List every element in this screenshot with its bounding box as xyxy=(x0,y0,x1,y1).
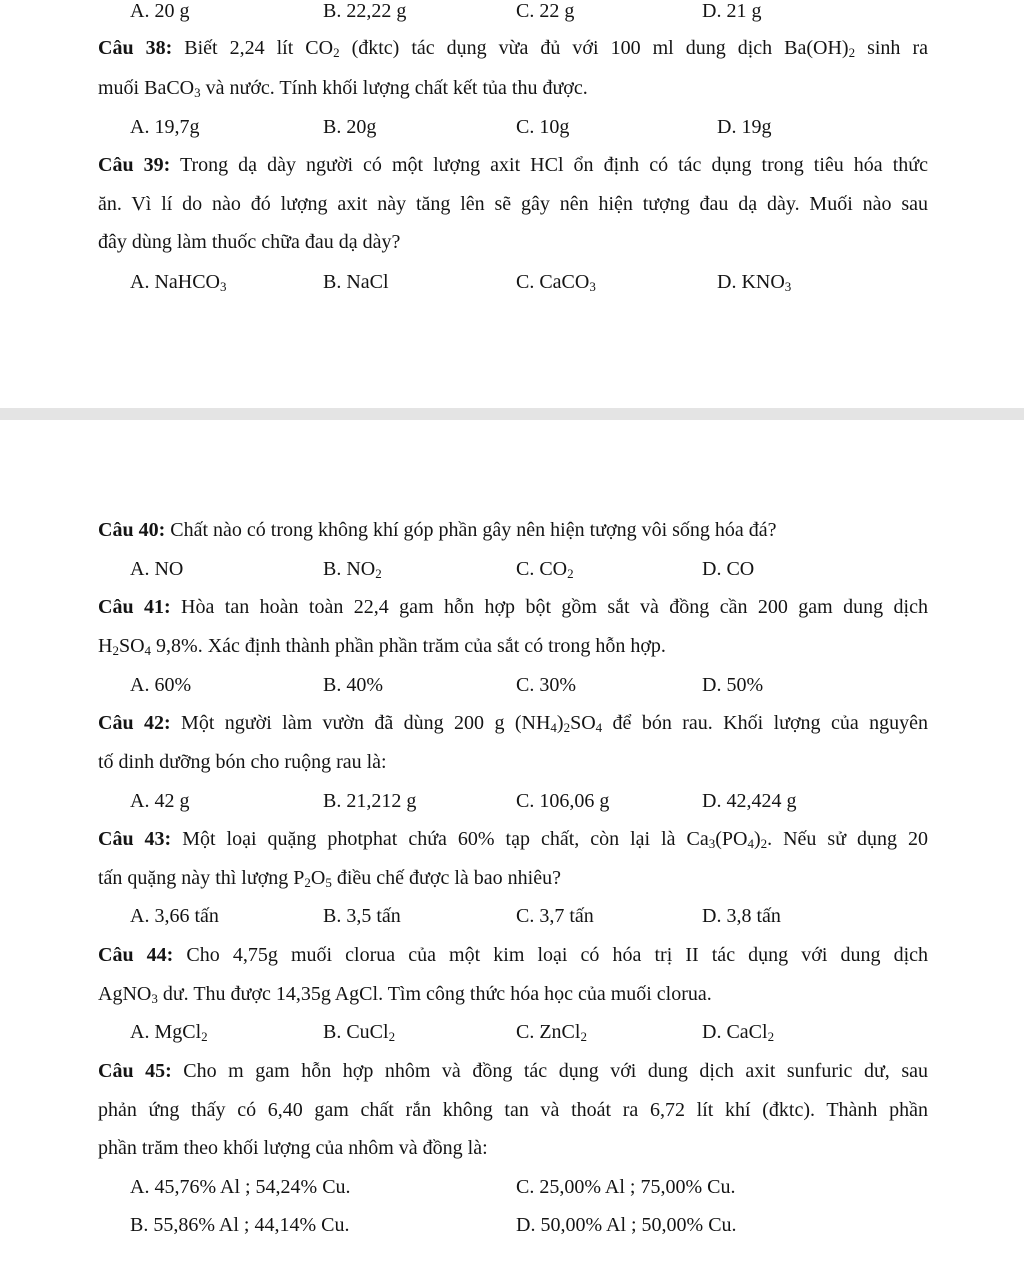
q45-option-c: C. 25,00% Al ; 75,00% Cu. xyxy=(516,1176,736,1198)
q39-option-c xyxy=(516,271,596,294)
sub: 2 xyxy=(304,875,311,890)
q42-line-1 xyxy=(98,712,928,735)
q38-label: Câu 38: xyxy=(98,37,173,59)
q43-text: . Nếu sử dụng 20 xyxy=(767,828,928,850)
q38-line-1 xyxy=(98,37,928,60)
q44-text: AgNO xyxy=(98,983,152,1005)
q42-option-c: C. 106,06 g xyxy=(516,790,610,812)
sub: 2 xyxy=(375,566,382,581)
q44-option-a xyxy=(130,1021,208,1044)
sub: 4 xyxy=(550,720,557,735)
q40-option-b-text: B. NO xyxy=(323,558,376,580)
sub: 2 xyxy=(112,643,119,658)
q37-option-d: D. 21 g xyxy=(702,0,762,22)
q41-option-a: A. 60% xyxy=(130,674,192,696)
q43-text: (PO xyxy=(715,828,748,850)
q37-option-c: C. 22 g xyxy=(516,0,575,22)
q38-option-c: C. 10g xyxy=(516,116,570,138)
q45-label: Câu 45: xyxy=(98,1060,172,1082)
sub: 4 xyxy=(747,836,754,851)
q41-line-1 xyxy=(98,596,928,619)
sub: 3 xyxy=(220,279,227,294)
q41-text: H xyxy=(98,635,113,657)
q38-text: (đktc) tác dụng vừa đủ với 100 ml dung dịch Ba(OH) xyxy=(339,37,849,59)
q39-text: ăn. Vì lí do nào đó lượng axit này tăng lên sẽ gây nên hiện tượng đau dạ dày. Muối nào sau xyxy=(98,193,928,215)
q45-option-a: A. 45,76% Al ; 54,24% Cu. xyxy=(130,1176,351,1198)
q43-label: Câu 43: xyxy=(98,828,172,850)
q39-label: Câu 39: xyxy=(98,154,171,176)
q41-text: Hòa tan hoàn toàn 22,4 gam hỗn hợp bột gồm sắt và đồng cần 200 gam dung dịch xyxy=(170,596,928,618)
q38-option-b: B. 20g xyxy=(323,116,377,138)
q42-option-d: D. 42,424 g xyxy=(702,790,797,812)
q44-option-d xyxy=(702,1021,774,1044)
q42-text: Một người làm vườn đã dùng 200 g (NH xyxy=(170,712,551,734)
q43-text: tấn quặng này thì lượng P xyxy=(98,867,305,889)
q38-text: sinh ra xyxy=(855,37,928,59)
q37-option-a: A. 20 g xyxy=(130,0,190,22)
q38-line-2 xyxy=(98,77,928,100)
q41-option-b: B. 40% xyxy=(323,674,383,696)
q39-option-a-text: A. NaHCO xyxy=(130,271,220,293)
q43-text: Một loại quặng photphat chứa 60% tạp chất, còn lại là Ca xyxy=(171,828,709,850)
q43-line-1 xyxy=(98,828,928,851)
q44-line-1 xyxy=(98,944,928,967)
q40-option-c-text: C. CO xyxy=(516,558,568,580)
q38-option-d: D. 19g xyxy=(717,116,772,138)
sub: 4 xyxy=(144,643,152,658)
q45-option-d: D. 50,00% Al ; 50,00% Cu. xyxy=(516,1214,737,1236)
sub: 2 xyxy=(567,566,574,581)
page-divider xyxy=(0,408,1024,420)
q39-option-d-text: D. KNO xyxy=(717,271,785,293)
sub: 2 xyxy=(580,1029,587,1044)
q43-option-b: B. 3,5 tấn xyxy=(323,905,401,927)
q44-option-a-text: A. MgCl xyxy=(130,1021,202,1043)
q44-option-b-text: B. CuCl xyxy=(323,1021,389,1043)
q41-option-d: D. 50% xyxy=(702,674,764,696)
q40-label: Câu 40: xyxy=(98,519,166,541)
q42-text: tố dinh dưỡng bón cho ruộng rau là: xyxy=(98,751,387,773)
q45-line-3 xyxy=(98,1137,928,1160)
q39-line-3 xyxy=(98,231,928,254)
q39-line-1 xyxy=(98,154,928,177)
sub: 2 xyxy=(388,1029,396,1044)
q38-text: Biết 2,24 lít CO xyxy=(172,37,334,59)
q45-line-2 xyxy=(98,1099,928,1122)
sub: 2 xyxy=(767,1029,775,1044)
q40-text: Chất nào có trong không khí góp phần gây nên hiện tượng vôi sống hóa đá? xyxy=(165,519,777,541)
q45-text: phần trăm theo khối lượng của nhôm và đồng là: xyxy=(98,1137,488,1159)
q39-option-c-text: C. CaCO xyxy=(516,271,590,293)
q45-line-1 xyxy=(98,1060,928,1083)
sub: 5 xyxy=(325,875,332,890)
q43-option-c: C. 3,7 tấn xyxy=(516,905,594,927)
q45-option-b: B. 55,86% Al ; 44,14% Cu. xyxy=(130,1214,350,1236)
q43-option-d: D. 3,8 tấn xyxy=(702,905,781,927)
q40-line-1 xyxy=(98,519,928,542)
q43-line-2 xyxy=(98,867,928,890)
q41-text: 9,8%. Xác định thành phần phần trăm của sắt có trong hỗn hợp. xyxy=(151,635,666,657)
q43-text: điều chế được là bao nhiêu? xyxy=(331,867,561,889)
q42-text: SO xyxy=(570,712,596,734)
q44-label: Câu 44: xyxy=(98,944,174,966)
sub: 3 xyxy=(194,85,201,100)
q45-text: phản ứng thấy có 6,40 gam chất rắn không tan và thoát ra 6,72 lít khí (đktc). Thành phần xyxy=(98,1099,928,1121)
sub: 2 xyxy=(333,45,340,60)
q44-line-2 xyxy=(98,983,928,1006)
q40-option-c xyxy=(516,558,574,581)
q41-label: Câu 41: xyxy=(98,596,171,618)
q42-option-a: A. 42 g xyxy=(130,790,190,812)
q39-text: đây dùng làm thuốc chữa đau dạ dày? xyxy=(98,231,401,253)
q37-option-b: B. 22,22 g xyxy=(323,0,407,22)
q39-option-b: B. NaCl xyxy=(323,271,389,293)
q43-text: ) xyxy=(753,828,761,850)
q40-option-a: A. NO xyxy=(130,558,184,580)
q40-option-d: D. CO xyxy=(702,558,755,580)
q44-option-d-text: D. CaCl xyxy=(702,1021,768,1043)
q45-text: Cho m gam hỗn hợp nhôm và đồng tác dụng với dung dịch axit sunfuric dư, sau xyxy=(171,1060,928,1082)
sub: 3 xyxy=(589,279,596,294)
q41-line-2 xyxy=(98,635,928,658)
q38-text: và nước. Tính khối lượng chất kết tủa thu được. xyxy=(200,77,588,99)
sub: 3 xyxy=(784,279,792,294)
q42-line-2 xyxy=(98,751,928,774)
q43-option-a: A. 3,66 tấn xyxy=(130,905,219,927)
q41-option-c: C. 30% xyxy=(516,674,576,696)
q42-option-b: B. 21,212 g xyxy=(323,790,417,812)
q38-text: muối BaCO xyxy=(98,77,195,99)
sub: 2 xyxy=(848,45,856,60)
q44-option-c xyxy=(516,1021,587,1044)
sub: 3 xyxy=(151,991,158,1006)
q44-option-b xyxy=(323,1021,395,1044)
q42-text: để bón rau. Khối lượng của nguyên xyxy=(602,712,928,734)
q38-option-a: A. 19,7g xyxy=(130,116,200,138)
sub: 4 xyxy=(595,720,603,735)
q43-text: O xyxy=(310,867,326,889)
q40-option-b xyxy=(323,558,382,581)
q42-text: ) xyxy=(556,712,564,734)
q39-text: Trong dạ dày người có một lượng axit HCl ổn định có tác dụng trong tiêu hóa thức xyxy=(170,154,928,176)
q41-text: SO xyxy=(118,635,145,657)
q44-text: Cho 4,75g muối clorua của một kim loại có hóa trị II tác dụng với dung dịch xyxy=(173,944,928,966)
q39-option-d xyxy=(717,271,791,294)
sub: 2 xyxy=(563,720,571,735)
sub: 3 xyxy=(708,836,716,851)
q39-line-2 xyxy=(98,193,928,216)
q42-label: Câu 42: xyxy=(98,712,171,734)
q44-text: dư. Thu được 14,35g AgCl. Tìm công thức hóa học của muối clorua. xyxy=(157,983,712,1005)
sub: 2 xyxy=(760,836,768,851)
q39-option-a xyxy=(130,271,227,294)
q44-option-c-text: C. ZnCl xyxy=(516,1021,581,1043)
sub: 2 xyxy=(201,1029,208,1044)
